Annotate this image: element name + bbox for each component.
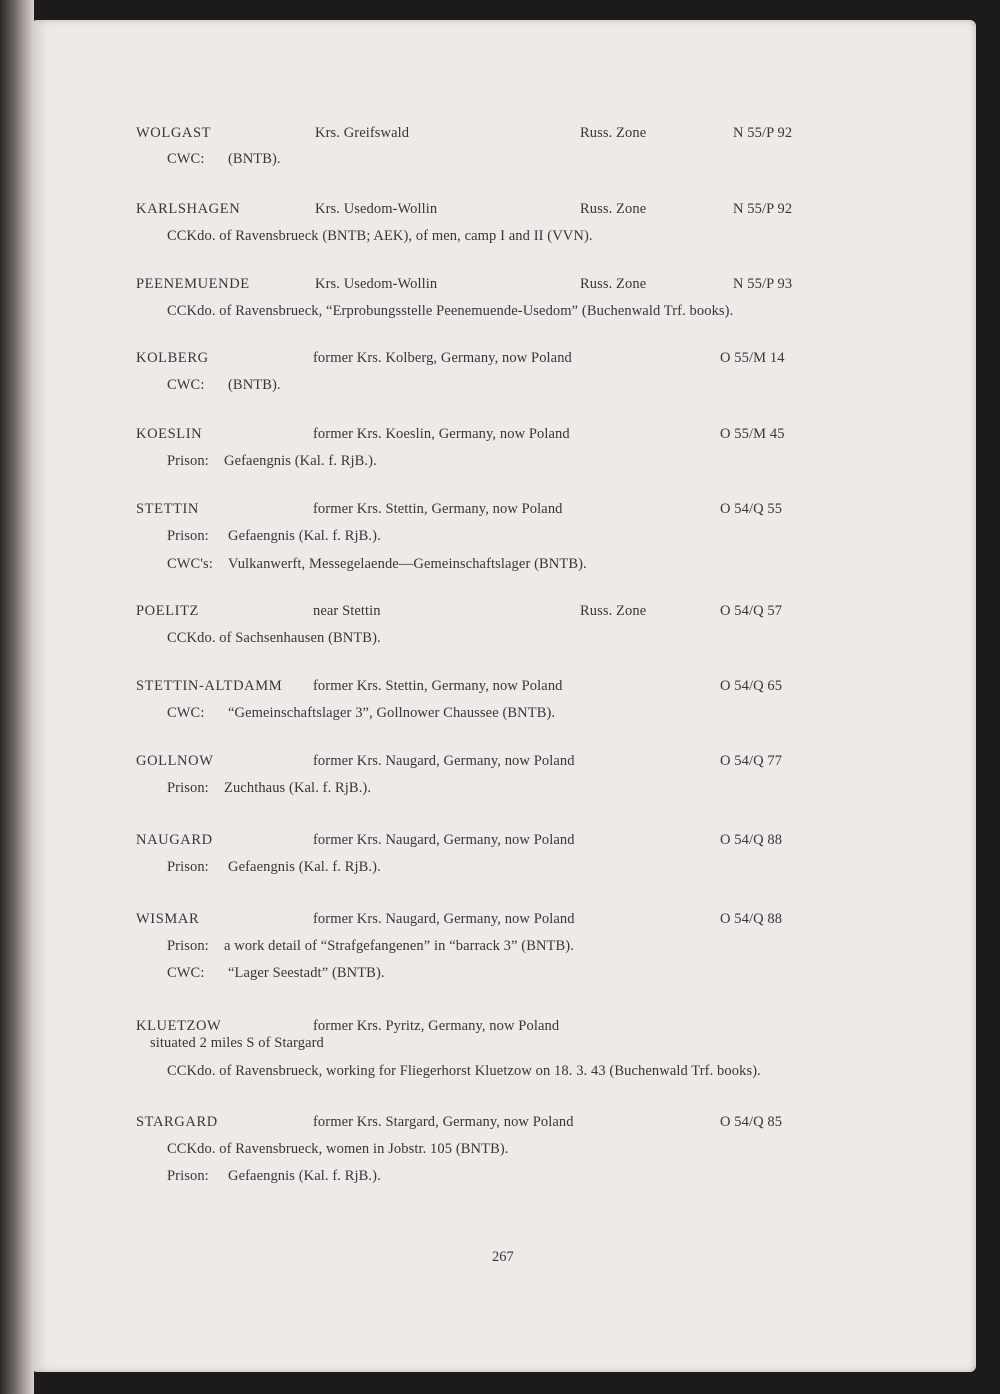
place-name: WOLGAST [136,125,212,141]
locality: former Krs. Naugard, Germany, now Poland [313,911,575,927]
location-note: situated 2 miles S of Stargard [150,1035,324,1051]
place-name: KOLBERG [136,350,209,366]
entry-line-label: Prison: [167,859,209,875]
entry-line-text: CCKdo. of Sachsenhausen (BNTB). [167,630,381,646]
page-number: 267 [492,1249,514,1265]
place-name: GOLLNOW [136,753,214,769]
place-name: KOESLIN [136,426,203,442]
map-code: O 54/Q 57 [720,603,783,619]
entry-line-label: CWC: [167,965,205,981]
entry-line-label: CWC: [167,705,205,721]
locality: former Krs. Koeslin, Germany, now Poland [313,426,570,442]
entry-line-text: “Lager Seestadt” (BNTB). [228,965,385,981]
locality: near Stettin [313,603,381,619]
zone: Russ. Zone [580,125,647,141]
entry-line-label: Prison: [167,528,209,544]
map-code: O 54/Q 88 [720,832,783,848]
map-code: O 54/Q 65 [720,678,783,694]
map-code: O 55/M 14 [720,350,785,366]
zone: Russ. Zone [580,276,647,292]
place-name: STETTIN [136,501,199,517]
map-code: O 54/Q 85 [720,1114,783,1130]
entry-line-text: Gefaengnis (Kal. f. RjB.). [228,1168,381,1184]
map-code: N 55/P 92 [733,201,793,217]
place-name: PEENEMUENDE [136,276,250,292]
entry-line-text: (BNTB). [228,377,281,393]
place-name: WISMAR [136,911,200,927]
entry-line-text: Gefaengnis (Kal. f. RjB.). [228,859,381,875]
locality: Krs. Usedom-Wollin [315,276,438,292]
place-name: NAUGARD [136,832,213,848]
place-name: KLUETZOW [136,1018,222,1034]
entry-line-text: (BNTB). [228,151,281,167]
map-code: O 54/Q 55 [720,501,783,517]
entry-line-label: CWC: [167,151,205,167]
entry-line-label: Prison: [167,453,209,469]
map-code: N 55/P 92 [733,125,793,141]
locality: former Krs. Naugard, Germany, now Poland [313,832,575,848]
entry-line-text: Gefaengnis (Kal. f. RjB.). [224,453,377,469]
entry-line-label: Prison: [167,938,209,954]
locality: Krs. Greifswald [315,125,410,141]
map-code: N 55/P 93 [733,276,793,292]
map-code: O 55/M 45 [720,426,785,442]
locality: former Krs. Stargard, Germany, now Poland [313,1114,574,1130]
entry-line-text: “Gemeinschaftslager 3”, Gollnower Chaussee (BNTB). [228,705,556,721]
entry-line-text: CCKdo. of Ravensbrueck, working for Fliegerhorst Kluetzow on 18. 3. 43 (Buchenwald Trf. books). [167,1063,761,1079]
place-name: STARGARD [136,1114,218,1130]
book-spine-edge [0,0,34,1394]
place-name: KARLSHAGEN [136,201,241,217]
map-code: O 54/Q 77 [720,753,783,769]
zone: Russ. Zone [580,201,647,217]
locality: former Krs. Stettin, Germany, now Poland [313,678,563,694]
locality: former Krs. Kolberg, Germany, now Poland [313,350,572,366]
entry-line-text: CCKdo. of Ravensbrueck (BNTB; AEK), of men, camp I and II (VVN). [167,228,593,244]
locality: former Krs. Stettin, Germany, now Poland [313,501,563,517]
entry-line-label: CWC's: [167,556,213,572]
zone: Russ. Zone [580,603,647,619]
entry-line-label: Prison: [167,1168,209,1184]
entry-line-label: Prison: [167,780,209,796]
entry-line-text: Gefaengnis (Kal. f. RjB.). [228,528,381,544]
place-name: POELITZ [136,603,199,619]
locality: former Krs. Naugard, Germany, now Poland [313,753,575,769]
entry-line-text: CCKdo. of Ravensbrueck, women in Jobstr. 105 (BNTB). [167,1141,509,1157]
entry-line-text: a work detail of “Strafgefangenen” in “barrack 3” (BNTB). [224,938,574,954]
entry-line-text: CCKdo. of Ravensbrueck, “Erprobungsstelle Peenemuende-Usedom” (Buchenwald Trf. books). [167,303,734,319]
entry-line-text: Vulkanwerft, Messegelaende—Gemeinschaftslager (BNTB). [228,556,587,572]
locality: former Krs. Pyritz, Germany, now Poland [313,1018,560,1034]
entry-line-text: Zuchthaus (Kal. f. RjB.). [224,780,372,796]
locality: Krs. Usedom-Wollin [315,201,438,217]
place-name: STETTIN-ALTDAMM [136,678,283,694]
entry-line-label: CWC: [167,377,205,393]
map-code: O 54/Q 88 [720,911,783,927]
